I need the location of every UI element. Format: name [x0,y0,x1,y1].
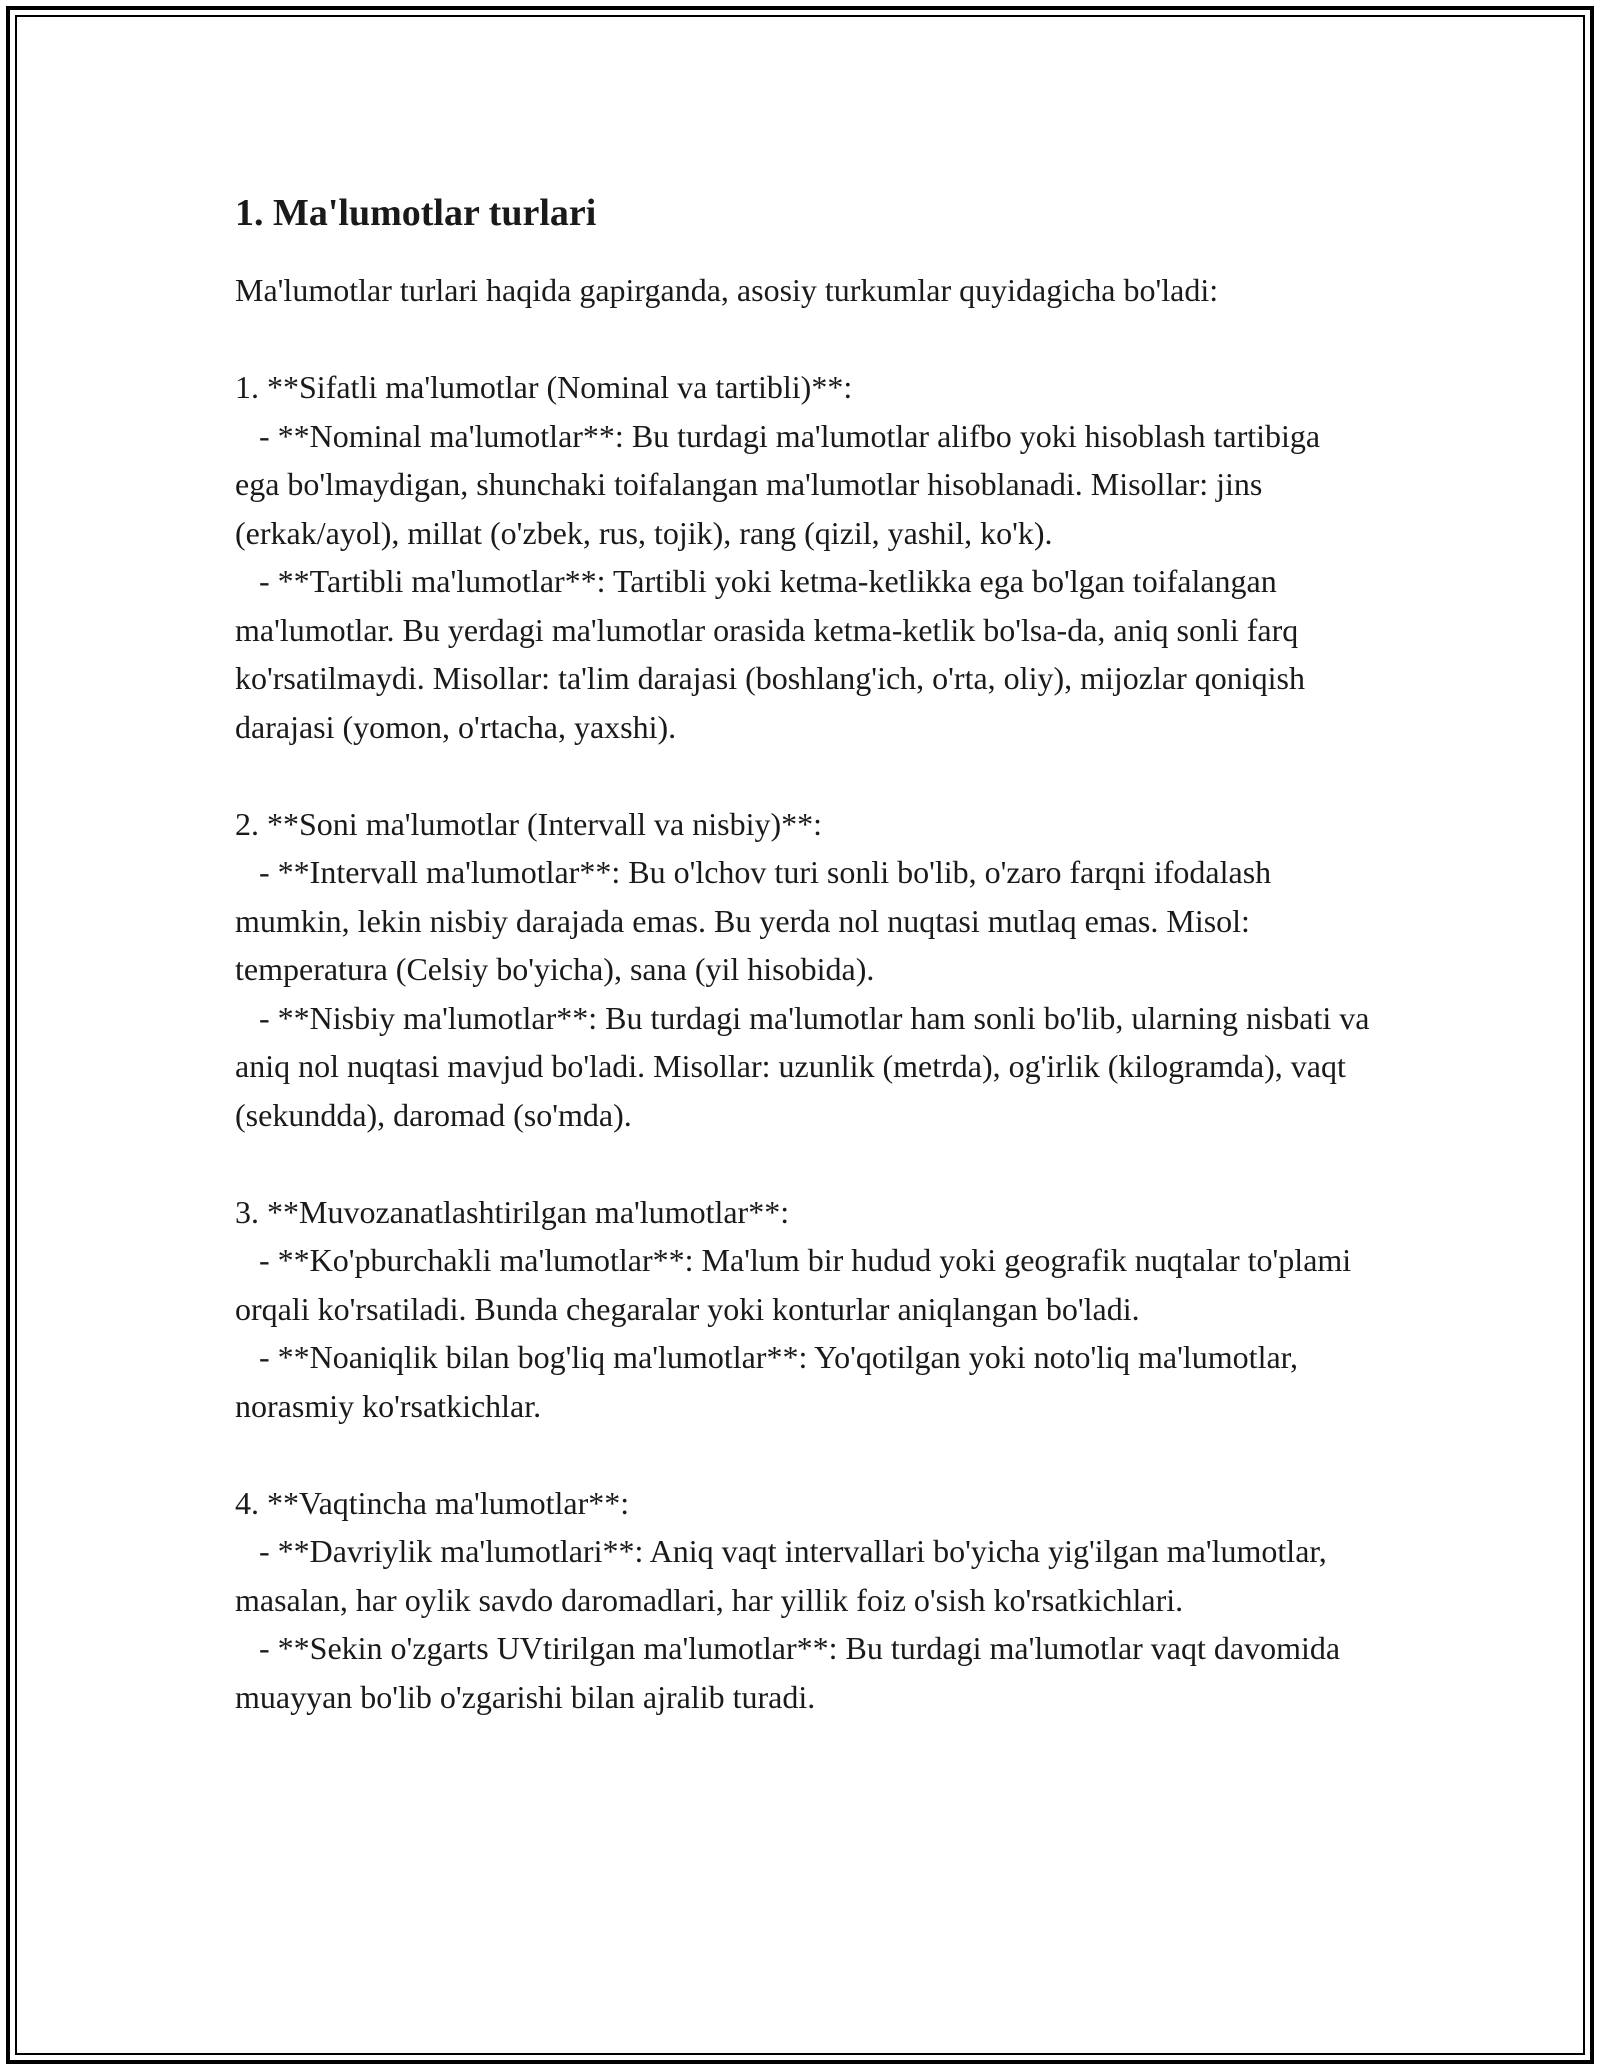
section-4 [235,1479,1370,1722]
paragraph-gap [235,751,1370,800]
section-title: 1. **Sifatli ma'lumotlar (Nominal va tartibli)**: [235,369,853,405]
section-2 [235,800,1378,1140]
section-title: 3. **Muvozanatlashtirilgan ma'lumotlar**: [235,1193,790,1230]
section-item: - **Sekin o'zgarts UVtirilgan ma'lumotlar**: Bu turdagi ma'lumotlar vaqt davomida muayyan bo'lib o'zgarishi bilan ajralib turadi. [235,1630,1349,1715]
section-item: - **Ko'pburchakli ma'lumotlar**: Ma'lum bir hudud yoki geografik nuqtalar to'plami orqali ko'rsatiladi. Bunda chegaralar yoki konturlar aniqlangan bo'ladi. [235,1242,1360,1327]
paragraph-gap [235,1430,1370,1479]
section-item: - **Davriylik ma'lumotlari**: Aniq vaqt intervallari bo'yicha yig'ilgan ma'lumotlar, masalan, har oylik savdo daromadlari, har yillik foiz o'sish ko'rsatkichlari. [235,1533,1335,1618]
section-item: - **Nominal ma'lumotlar**: Bu turdagi ma'lumotlar alifbo yoki hisoblash tartibiga ega bo'lmaydigan, shunchaki toifalangan ma'lumotlar hisoblanadi. Misollar: jins (erkak/ayol), millat (o'zbek, rus, tojik), rang (qizil, yashil, ko'k). [235,417,1329,551]
section-item: - **Tartibli ma'lumotlar**: Tartibli yoki ketma-ketlikka ega bo'lgan toifalangan ma'lumotlar. Bu yerdagi ma'lumotlar orasida ketma-ketlik bo'lsa-da, aniq sonli farq ko'rsatilmaydi. Misollar: ta'lim darajasi (boshlang'ich, o'rta, oliy), mijozlar qoniqish darajasi (yomon, o'rtacha, yaxshi). [235,563,1313,745]
section-title: 2. **Soni ma'lumotlar (Intervall va nisbiy)**: [235,805,822,842]
paragraph-gap [235,315,1370,364]
paragraph-gap [235,1139,1370,1188]
section-item: - **Intervall ma'lumotlar**: Bu o'lchov turi sonli bo'lib, o'zaro farqni ifodalash mumkin, lekin nisbiy darajada emas. Bu yerda nol nuqtasi mutlaq emas. Misol: temperatura (Celsiy bo'yicha), sana (yil hisobida). [235,854,1280,987]
section-item: - **Noaniqlik bilan bog'liq ma'lumotlar**: Yo'qotilgan yoki noto'liq ma'lumotlar, norasmiy ko'rsatkichlar. [235,1339,1307,1424]
document-body [235,186,1378,1721]
document-text [235,266,1378,1721]
section-3 [235,1188,1370,1431]
document-heading: 1. Ma'lumotlar turlari [235,192,597,234]
intro-paragraph: Ma'lumotlar turlari haqida gapirganda, asosiy turkumlar quyidagicha bo'ladi: [235,272,1219,308]
section-item: - **Nisbiy ma'lumotlar**: Bu turdagi ma'lumotlar ham sonli bo'lib, ularning nisbati va aniq nol nuqtasi mavjud bo'ladi. Misollar: uzunlik (metrda), og'irlik (kilogramda), vaqt (sekundda), daromad (so'mda). [235,999,1378,1133]
section-1 [235,363,1370,751]
section-title: 4. **Vaqtincha ma'lumotlar**: [235,1484,630,1521]
